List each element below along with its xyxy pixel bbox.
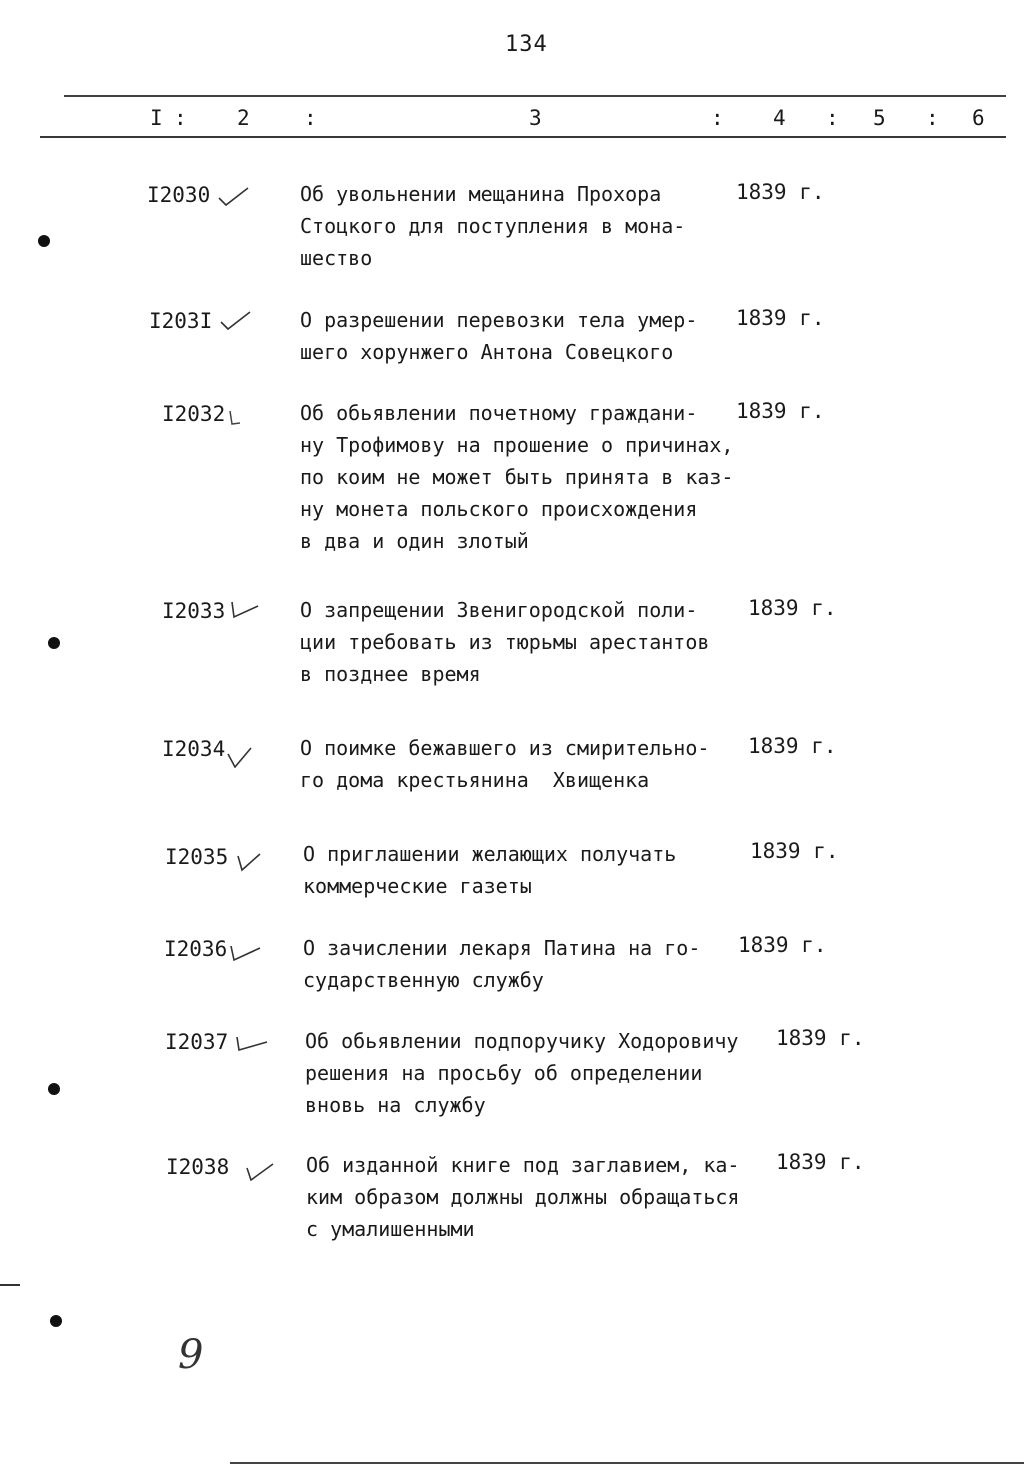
record-year: 1839 г. (776, 1150, 865, 1174)
record-title: Об обьявлении подпоручику Ходоровичу решения на просьбу об определении вновь на службу (305, 1029, 739, 1117)
column-header-row (0, 106, 1024, 134)
column-header-3: 3 (529, 106, 542, 130)
column-header-4: 4 (773, 106, 786, 130)
record-title: Об изданной книге под заглавием, ка- ким образом должны должны обращаться с умалишенными (306, 1153, 740, 1241)
record-title: О разрешении перевозки тела умер- шего хорунжего Антона Совецкого (300, 308, 698, 364)
record-title: О запрещении Звенигородской поли- ции требовать из тюрьмы арестантов в позднее время (300, 598, 710, 686)
column-separator: : (711, 106, 724, 130)
check-mark-icon (228, 942, 262, 964)
record-number: I2034 (162, 737, 226, 761)
check-mark-icon (243, 1160, 277, 1182)
punch-hole-icon (48, 637, 60, 649)
column-separator: : (826, 106, 839, 130)
column-header-6: 6 (972, 106, 985, 130)
margin-dash (0, 1284, 20, 1286)
record-year: 1839 г. (736, 306, 825, 330)
record-year: 1839 г. (750, 839, 839, 863)
record-year: 1839 г. (748, 596, 837, 620)
record-year: 1839 г. (776, 1026, 865, 1050)
record-number: I2030 (147, 183, 211, 207)
record-number: I2032 (162, 402, 226, 426)
page-number: 134 (505, 32, 548, 57)
check-mark-icon (219, 310, 253, 332)
check-mark-icon (234, 1034, 268, 1056)
record-year: 1839 г. (748, 734, 837, 758)
record-title: Об обьявлении почетному граждани- ну Трофимову на прошение о причинах, по коим не может быть принята в каз- ну монета польского происхождения в два и один злотый (300, 401, 734, 553)
bottom-rule (230, 1462, 1024, 1464)
column-separator: : (174, 106, 187, 130)
check-mark-icon (217, 186, 251, 208)
punch-hole-icon (48, 1083, 60, 1095)
column-header-1: I (150, 106, 163, 130)
column-separator: : (926, 106, 939, 130)
column-header-2: 2 (237, 106, 250, 130)
record-year: 1839 г. (736, 180, 825, 204)
check-mark-icon (225, 746, 259, 768)
column-separator: : (304, 106, 317, 130)
punch-hole-icon (38, 235, 50, 247)
record-year: 1839 г. (736, 399, 825, 423)
record-number: I2035 (165, 845, 229, 869)
record-number: I2038 (166, 1155, 230, 1179)
header-rule-top (64, 95, 1006, 97)
record-number: I2037 (165, 1030, 229, 1054)
check-mark-icon (226, 408, 260, 430)
record-title: О зачислении лекаря Патина на го- сударственную службу (303, 936, 701, 992)
check-mark-icon (228, 600, 262, 622)
record-number: I2036 (164, 937, 228, 961)
punch-hole-icon (50, 1315, 62, 1327)
record-number: I203I (149, 309, 213, 333)
record-year: 1839 г. (738, 933, 827, 957)
column-header-5: 5 (873, 106, 886, 130)
check-mark-icon (234, 850, 268, 872)
header-rule-bottom (40, 136, 1006, 138)
record-title: О приглашении желающих получать коммерческие газеты (303, 842, 677, 898)
record-number: I2033 (162, 599, 226, 623)
record-title: Об увольнении мещанина Прохора Стоцкого для поступления в мона- шество (300, 182, 686, 270)
record-title: О поимке бежавшего из смирительно- го дома крестьянина Хвищенка (300, 736, 710, 792)
handwritten-note: 9 (178, 1332, 204, 1378)
